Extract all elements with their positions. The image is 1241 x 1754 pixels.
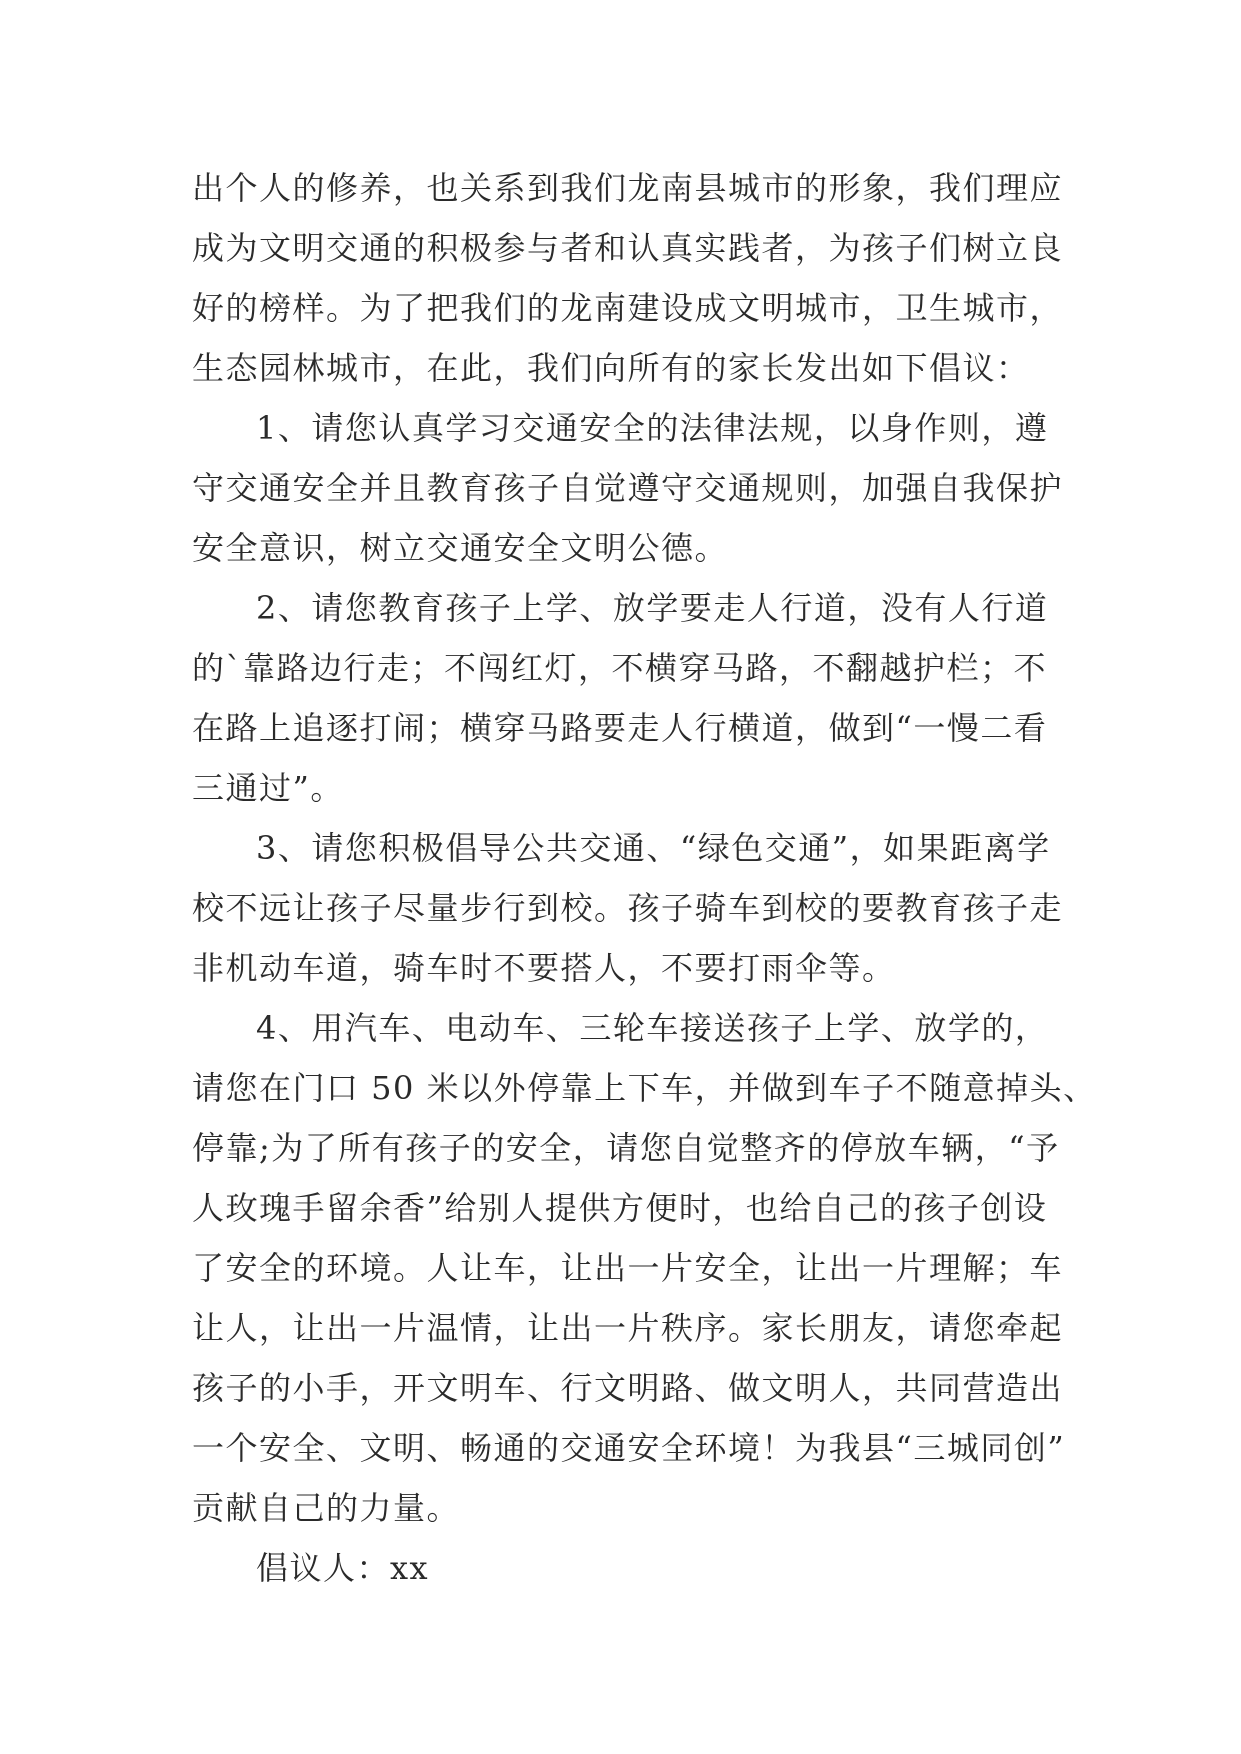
text-line-19: 了安全的环境。人让车，让出一片安全，让出一片理解；车 bbox=[192, 1249, 1064, 1287]
text-line-4: 生态园林城市，在此，我们向所有的家长发出如下倡议： bbox=[192, 349, 1030, 387]
document-body bbox=[192, 158, 1097, 1598]
text-line-16: 请您在门口 50 米以外停靠上下车，并做到车子不随意掉头、 bbox=[192, 1069, 1097, 1107]
text-line-1: 出个人的修养，也关系到我们龙南县城市的形象，我们理应 bbox=[192, 169, 1064, 207]
proposer-signature-line: 倡议人：xx bbox=[256, 1549, 430, 1587]
text-line-15: 4、用汽车、电动车、三轮车接送孩子上学、放学的， bbox=[256, 1009, 1049, 1047]
text-line-21: 孩子的小手，开文明车、行文明路、做文明人，共同营造出 bbox=[192, 1369, 1064, 1407]
text-line-17: 停靠;为了所有孩子的安全，请您自觉整齐的停放车辆，“予 bbox=[192, 1129, 1060, 1167]
text-line-20: 让人，让出一片温情，让出一片秩序。家长朋友，请您牵起 bbox=[192, 1309, 1064, 1347]
text-line-18: 人玫瑰手留余香”给别人提供方便时，也给自己的孩子创设 bbox=[192, 1189, 1048, 1227]
text-line-7: 安全意识，树立交通安全文明公德。 bbox=[192, 529, 729, 567]
text-line-3: 好的榜样。为了把我们的龙南建设成文明城市，卫生城市， bbox=[192, 289, 1064, 327]
text-line-6: 守交通安全并且教育孩子自觉遵守交通规则，加强自我保护 bbox=[192, 469, 1064, 507]
text-line-2: 成为文明交通的积极参与者和认真实践者，为孩子们树立良 bbox=[192, 229, 1064, 267]
text-line-5: 1、请您认真学习交通安全的法律法规，以身作则，遵 bbox=[256, 409, 1049, 447]
text-line-14: 非机动车道，骑车时不要搭人，不要打雨伞等。 bbox=[192, 949, 896, 987]
text-line-9: 的`靠路边行走；不闯红灯，不横穿马路，不翻越护栏；不 bbox=[192, 649, 1048, 687]
text-line-11: 三通过”。 bbox=[192, 769, 344, 807]
text-line-10: 在路上追逐打闹；横穿马路要走人行横道，做到“一慢二看 bbox=[192, 709, 1048, 747]
text-line-23: 贡献自己的力量。 bbox=[192, 1489, 461, 1527]
text-line-13: 校不远让孩子尽量步行到校。孩子骑车到校的要教育孩子走 bbox=[192, 889, 1064, 927]
text-line-22: 一个安全、文明、畅通的交通安全环境！为我县“三城同创” bbox=[192, 1429, 1066, 1467]
text-line-12: 3、请您积极倡导公共交通、“绿色交通”，如果距离学 bbox=[256, 829, 1051, 867]
text-line-8: 2、请您教育孩子上学、放学要走人行道，没有人行道 bbox=[256, 589, 1049, 627]
